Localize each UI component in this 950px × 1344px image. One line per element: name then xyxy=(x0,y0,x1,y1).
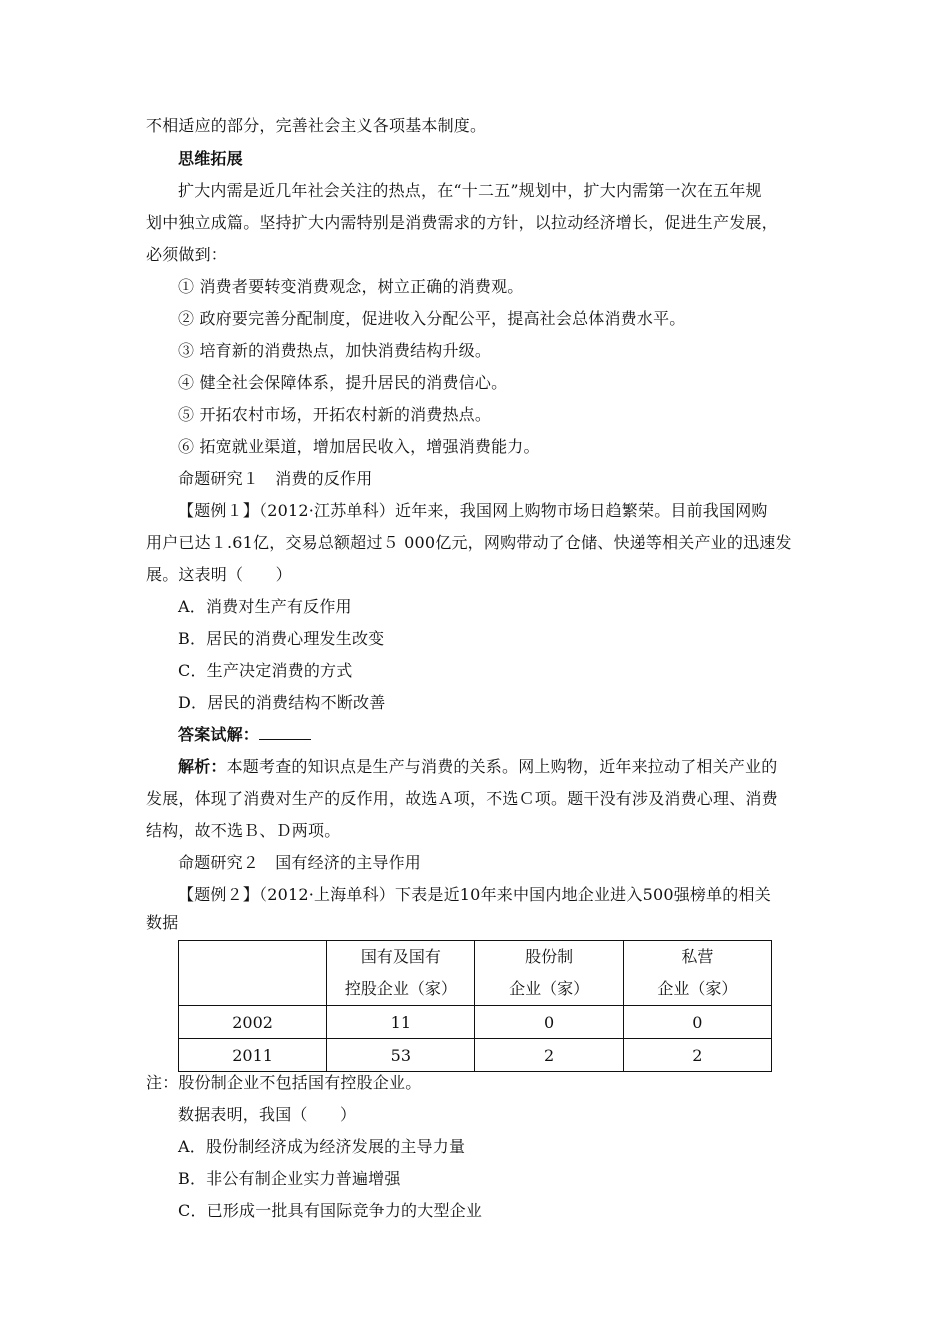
section-heading: 思维拓展 xyxy=(178,149,243,168)
option-c: C．已形成一批具有国际竞争力的大型企业 xyxy=(178,1201,483,1220)
header-text: 股份制 xyxy=(525,947,574,966)
list-item: ⑥ 拓宽就业渠道，增加居民收入，增强消费能力。 xyxy=(178,437,540,456)
option-c: C．生产决定消费的方式 xyxy=(178,661,353,680)
question-text: 数据 xyxy=(146,913,179,932)
table-note: 注：股份制企业不包括国有控股企业。 xyxy=(146,1073,422,1092)
section-heading: 命题研究１ 消费的反作用 xyxy=(178,469,373,488)
paragraph-line: 扩大内需是近几年社会关注的热点，在“十二五”规划中，扩大内需第一次在五年规 xyxy=(178,181,762,200)
question-text: 数据表明，我国（ ） xyxy=(178,1105,357,1124)
list-item: ① 消费者要转变消费观念，树立正确的消费观。 xyxy=(178,277,524,296)
table-cell-year: 2011 xyxy=(179,1039,327,1072)
question-text: 展。这表明（ ） xyxy=(146,565,292,584)
header-text: 私营 xyxy=(681,947,714,966)
answer-line xyxy=(178,724,838,746)
analysis-label: 解析： xyxy=(178,757,227,776)
option-a: A．消费对生产有反作用 xyxy=(178,597,352,616)
table-row xyxy=(179,1039,772,1072)
list-item: ② 政府要完善分配制度，促进收入分配公平，提高社会总体消费水平。 xyxy=(178,309,686,328)
list-item: ④ 健全社会保障体系，提升居民的消费信心。 xyxy=(178,373,508,392)
question-text: 【题例１】（2012·江苏单科）近年来，我国网上购物市场日趋繁荣。目前我国网购 xyxy=(178,501,768,520)
header-text: 企业（家） xyxy=(657,979,738,998)
header-text: 控股企业（家） xyxy=(344,979,457,998)
answer-label: 答案试解： xyxy=(178,725,260,744)
table-cell-year: 2002 xyxy=(179,1006,327,1039)
table-header-cell xyxy=(623,941,771,1006)
table-header-cell xyxy=(475,941,623,1006)
paragraph-line: 划中独立成篇。坚持扩大内需特别是消费需求的方针，以拉动经济增长，促进生产发展， xyxy=(146,213,778,232)
table-cell: 0 xyxy=(475,1006,623,1039)
question-text: 用户已达１.61亿，交易总额超过５ 000亿元，网购带动了仓储、快递等相关产业的迅速发 xyxy=(146,533,792,552)
option-d: D．居民的消费结构不断改善 xyxy=(178,693,386,712)
header-text: 企业（家） xyxy=(509,979,590,998)
list-item: ⑤ 开拓农村市场，开拓农村新的消费热点。 xyxy=(178,405,492,424)
table-cell: 2 xyxy=(475,1039,623,1072)
option-b: B．非公有制企业实力普遍增强 xyxy=(178,1169,401,1188)
table-cell: 11 xyxy=(327,1006,475,1039)
analysis-line xyxy=(178,756,838,778)
section-heading: 命题研究２ 国有经济的主导作用 xyxy=(178,853,422,872)
question-text: 【题例２】（2012·上海单科）下表是近10年来中国内地企业进入500强榜单的相关 xyxy=(178,885,771,904)
list-item: ③ 培育新的消费热点，加快消费结构升级。 xyxy=(178,341,492,360)
data-table xyxy=(178,940,772,1072)
table-cell: 0 xyxy=(623,1006,771,1039)
table-cell: 2 xyxy=(623,1039,771,1072)
answer-blank xyxy=(259,725,311,740)
analysis-line: 发展，体现了消费对生产的反作用，故选Ａ项，不选Ｃ项。题干没有涉及消费心理、消费 xyxy=(146,789,778,808)
table-cell: 53 xyxy=(327,1039,475,1072)
header-text: 国有及国有 xyxy=(360,947,441,966)
paragraph-line: 不相适应的部分，完善社会主义各项基本制度。 xyxy=(146,116,487,135)
table-header-cell xyxy=(327,941,475,1006)
paragraph-line: 必须做到： xyxy=(146,245,228,264)
table-header-row xyxy=(179,941,772,1006)
option-b: B．居民的消费心理发生改变 xyxy=(178,629,385,648)
table-row xyxy=(179,1006,772,1039)
analysis-line: 结构，故不选Ｂ、Ｄ两项。 xyxy=(146,821,341,840)
analysis-text: 本题考查的知识点是生产与消费的关系。网上购物，近年来拉动了相关产业的 xyxy=(226,757,778,776)
option-a: A．股份制经济成为经济发展的主导力量 xyxy=(178,1137,466,1156)
table-header-cell xyxy=(179,941,327,1006)
